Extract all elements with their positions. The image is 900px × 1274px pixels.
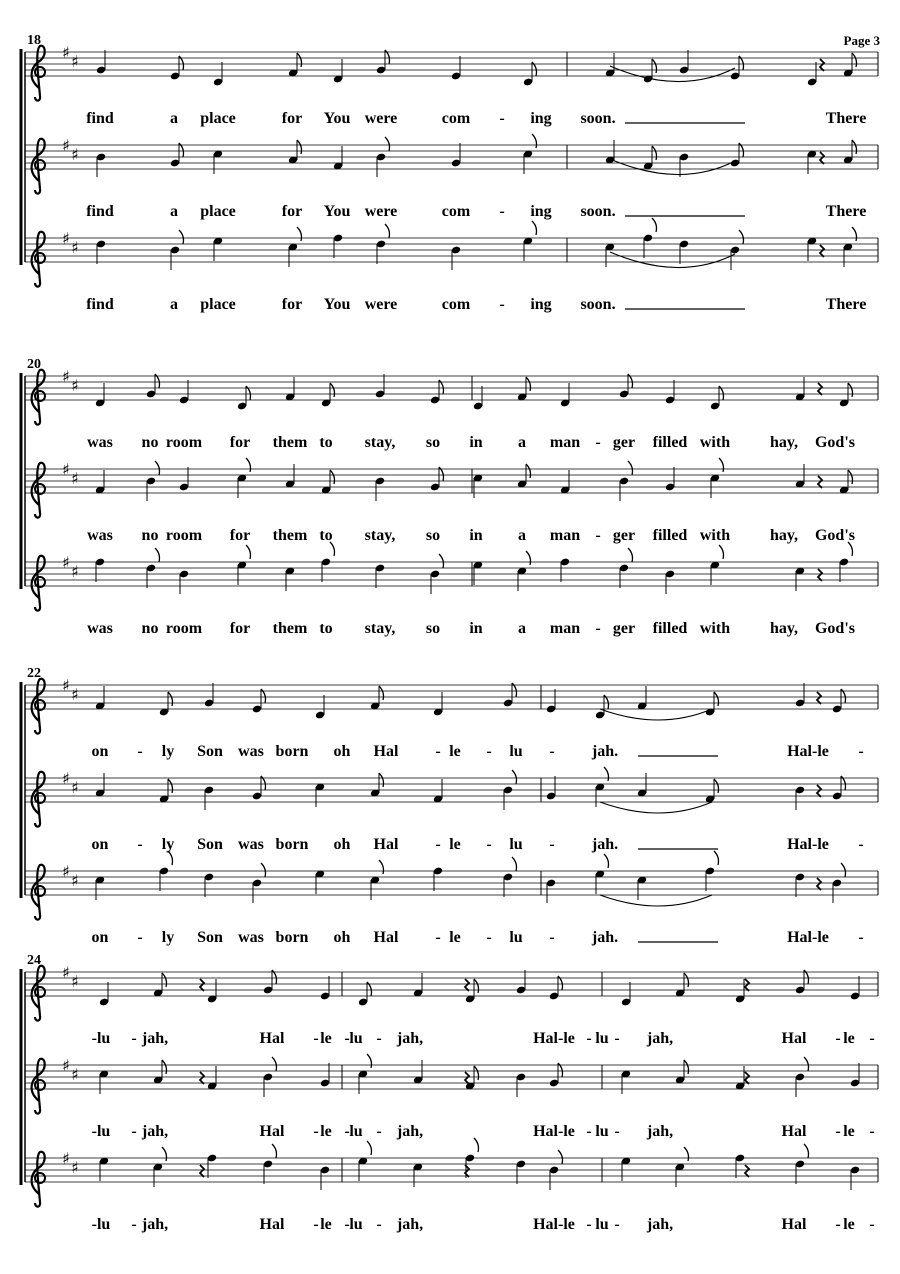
lyric-syllable: ing (530, 296, 552, 313)
lyric-syllable: on (91, 929, 109, 946)
lyric-syllable: lu (509, 836, 523, 853)
treble-clef-icon (32, 463, 45, 518)
rest-icon (745, 979, 749, 991)
lyric-syllable: to (319, 620, 333, 637)
rest-icon (820, 59, 824, 71)
lyric-syllable: born (275, 743, 309, 760)
staff (25, 218, 878, 313)
lyric-syllable: - (595, 434, 601, 451)
lyric-syllable: - (486, 836, 492, 853)
lyric-syllable: You (323, 296, 351, 313)
rest-icon (817, 692, 821, 704)
lyric-syllable: lu (595, 1123, 609, 1140)
lyric-syllable: le (843, 1216, 855, 1233)
lyric-syllable: - (376, 1030, 382, 1047)
sharp-icon: ♯ (71, 778, 79, 797)
lyric-syllable: lu (595, 1030, 609, 1047)
lyric-syllable: so (425, 434, 441, 451)
lyric-syllable: le (449, 929, 461, 946)
lyric-syllable: - (499, 296, 505, 313)
lyric-syllable: were (364, 296, 398, 313)
lyric-syllable: - (835, 1030, 841, 1047)
staff (25, 458, 878, 544)
lyric-syllable: jah. (591, 743, 619, 760)
staff (25, 1054, 878, 1140)
lyric-syllable: lu (509, 743, 523, 760)
sharp-icon: ♯ (71, 376, 79, 395)
lyric-syllable: le (449, 743, 461, 760)
lyric-syllable: lu (349, 1216, 363, 1233)
sharp-icon: ♯ (62, 136, 70, 155)
lyric-syllable: Hal-le (533, 1030, 575, 1047)
sharp-icon: ♯ (71, 1158, 79, 1177)
rest-icon (745, 1165, 749, 1177)
staff (25, 767, 878, 853)
sharp-icon: ♯ (62, 676, 70, 695)
lyric-syllable: - (835, 1123, 841, 1140)
lyric-syllable: jah, (646, 1030, 674, 1047)
lyric-syllable: find (86, 203, 114, 220)
lyric-syllable: soon. (580, 110, 616, 127)
lyric-syllable: man (549, 527, 581, 544)
lyric-syllable: God's (814, 434, 856, 451)
lyric-syllable: lu (595, 1216, 609, 1233)
lyric-syllable: soon. (580, 203, 616, 220)
lyric-syllable: for (229, 527, 251, 544)
staff (25, 542, 878, 637)
lyric-syllable: - (595, 620, 601, 637)
sharp-icon: ♯ (62, 862, 70, 881)
lyric-syllable: -lu (91, 1216, 111, 1233)
lyric-syllable: jah, (141, 1030, 169, 1047)
lyric-syllable: was (238, 836, 264, 853)
sharp-icon: ♯ (62, 963, 70, 982)
lyric-syllable: There (825, 203, 867, 220)
staff (25, 367, 878, 451)
lyric-syllable: jah, (646, 1123, 674, 1140)
lyric-syllable: them (272, 620, 308, 637)
rest-icon (818, 383, 822, 395)
measure-number: 18 (27, 33, 41, 48)
lyric-syllable: - (486, 929, 492, 946)
lyric-syllable: - (869, 1216, 875, 1233)
lyric-syllable: soon. (580, 296, 616, 313)
lyric-syllable: find (86, 110, 114, 127)
treble-clef-icon (32, 966, 45, 1021)
lyric-syllable: - (376, 1216, 382, 1233)
lyric-syllable: - (435, 743, 441, 760)
lyric-syllable: ly (161, 743, 175, 760)
rest-icon (200, 979, 204, 991)
rest-icon (200, 1072, 204, 1084)
treble-clef-icon (32, 556, 45, 611)
lyric-syllable: - (313, 1216, 319, 1233)
lyric-syllable: no (141, 434, 159, 451)
lyric-syllable: a (518, 527, 526, 544)
slur (610, 159, 735, 175)
lyric-syllable: God's (814, 620, 856, 637)
lyric-syllable: was (87, 527, 113, 544)
lyric-syllable: Hal-le (533, 1123, 575, 1140)
lyric-syllable: com (441, 203, 471, 220)
lyric-syllable: no (141, 527, 159, 544)
slur (600, 895, 712, 906)
treble-clef-icon (32, 772, 45, 827)
lyric-syllable: lu (509, 929, 523, 946)
lyric-syllable: born (275, 929, 309, 946)
lyric-syllable: There (825, 110, 867, 127)
lyric-syllable: for (281, 203, 303, 220)
lyric-syllable: Hal (781, 1216, 807, 1233)
lyric-syllable: jah, (141, 1123, 169, 1140)
lyric-syllable: Hal (259, 1216, 285, 1233)
lyric-syllable: were (364, 110, 398, 127)
lyric-syllable: Hal-le (787, 929, 829, 946)
lyric-syllable: hay, (769, 527, 799, 544)
lyric-syllable: for (229, 620, 251, 637)
treble-clef-icon (32, 679, 45, 734)
lyric-syllable: Hal-le (787, 743, 829, 760)
system-2 (21, 357, 878, 637)
lyric-syllable: - (131, 1216, 137, 1233)
rest-icon (200, 1165, 204, 1177)
slur (610, 252, 735, 268)
lyric-syllable: for (281, 110, 303, 127)
lyric-syllable: -lu (91, 1123, 111, 1140)
lyric-syllable: - (435, 836, 441, 853)
lyric-syllable: oh (333, 929, 351, 946)
lyric-syllable: in (469, 620, 483, 637)
lyric-syllable: so (425, 620, 441, 637)
lyric-syllable: - (313, 1123, 319, 1140)
lyric-syllable: - (586, 1123, 592, 1140)
treble-clef-icon (32, 46, 45, 101)
lyric-syllable: ly (161, 929, 175, 946)
lyric-syllable: ger (612, 527, 636, 544)
lyric-syllable: le (843, 1123, 855, 1140)
lyric-syllable: Hal-le (533, 1216, 575, 1233)
lyric-syllable: with (699, 434, 731, 451)
sharp-icon: ♯ (71, 871, 79, 890)
lyric-syllable: - (499, 110, 505, 127)
treble-clef-icon (32, 232, 45, 287)
lyric-syllable: jah. (591, 836, 619, 853)
lyric-syllable: filled (652, 527, 688, 544)
lyric-syllable: - (586, 1216, 592, 1233)
lyric-syllable: oh (333, 836, 351, 853)
measure-number: 24 (27, 953, 41, 968)
sharp-icon: ♯ (71, 562, 79, 581)
sharp-icon: ♯ (71, 685, 79, 704)
lyric-syllable: ger (612, 620, 636, 637)
lyric-syllable: Hal (373, 929, 399, 946)
lyric-syllable: ger (612, 434, 636, 451)
lyric-syllable: - (499, 203, 505, 220)
sharp-icon: ♯ (62, 553, 70, 572)
lyric-syllable: - (131, 1030, 137, 1047)
lyric-syllable: on (91, 743, 109, 760)
lyric-syllable: them (272, 434, 308, 451)
lyric-syllable: room (165, 434, 203, 451)
page-number: Page 3 (843, 33, 880, 48)
lyric-syllable: - (869, 1030, 875, 1047)
lyric-syllable: man (549, 620, 581, 637)
sharp-icon: ♯ (62, 1149, 70, 1168)
sharp-icon: ♯ (62, 769, 70, 788)
rest-icon (465, 1072, 469, 1084)
sharp-icon: ♯ (71, 52, 79, 71)
lyric-syllable: a (170, 203, 178, 220)
system-1 (21, 33, 878, 313)
lyric-syllable: com (441, 110, 471, 127)
lyric-syllable: place (200, 110, 236, 127)
lyric-syllable: - (869, 1123, 875, 1140)
lyric-syllable: - (549, 929, 555, 946)
lyric-syllable: - (835, 1216, 841, 1233)
rest-icon (818, 569, 822, 581)
rest-icon (820, 152, 824, 164)
measure-number: 20 (27, 357, 41, 372)
lyric-syllable: jah, (396, 1030, 424, 1047)
rest-icon (817, 878, 821, 890)
system-3 (21, 666, 878, 946)
lyric-syllable: in (469, 434, 483, 451)
lyric-syllable: so (425, 527, 441, 544)
sharp-icon: ♯ (62, 1056, 70, 1075)
lyric-syllable: hay, (769, 434, 799, 451)
lyric-syllable: oh (333, 743, 351, 760)
lyric-syllable: born (275, 836, 309, 853)
lyric-syllable: lu (349, 1030, 363, 1047)
lyric-syllable: - (137, 743, 143, 760)
lyric-syllable: lu (349, 1123, 363, 1140)
lyric-syllable: le (843, 1030, 855, 1047)
lyric-syllable: in (469, 527, 483, 544)
lyric-syllable: a (518, 620, 526, 637)
staff (25, 43, 878, 127)
lyric-syllable: - (614, 1216, 620, 1233)
lyric-syllable: ing (530, 203, 552, 220)
rest-icon (820, 245, 824, 257)
lyric-syllable: Hal (259, 1030, 285, 1047)
lyric-syllable: were (364, 203, 398, 220)
sharp-icon: ♯ (62, 43, 70, 62)
lyric-syllable: them (272, 527, 308, 544)
staff (25, 1138, 878, 1233)
lyric-syllable: le (320, 1030, 332, 1047)
treble-clef-icon (32, 370, 45, 425)
lyric-syllable: filled (652, 620, 688, 637)
lyric-syllable: - (313, 1030, 319, 1047)
lyric-syllable: - (137, 929, 143, 946)
staff (25, 963, 878, 1047)
lyric-syllable: stay, (364, 527, 396, 544)
lyric-syllable: man (549, 434, 581, 451)
lyric-syllable: on (91, 836, 109, 853)
lyric-syllable: jah, (396, 1216, 424, 1233)
lyric-syllable: Hal (781, 1123, 807, 1140)
lyric-syllable: place (200, 203, 236, 220)
lyric-syllable: to (319, 527, 333, 544)
slur (600, 709, 712, 720)
lyric-syllable: - (376, 1123, 382, 1140)
rest-icon (817, 785, 821, 797)
lyric-syllable: - (586, 1030, 592, 1047)
lyric-syllable: le (320, 1216, 332, 1233)
lyric-syllable: jah, (141, 1216, 169, 1233)
lyric-syllable: Hal (781, 1030, 807, 1047)
lyric-syllable: - (614, 1123, 620, 1140)
sharp-icon: ♯ (71, 238, 79, 257)
lyric-syllable: - (858, 836, 864, 853)
lyric-syllable: ly (161, 836, 175, 853)
lyric-syllable: - (344, 1216, 350, 1233)
lyric-syllable: le (320, 1123, 332, 1140)
lyric-syllable: - (435, 929, 441, 946)
lyric-syllable: a (170, 296, 178, 313)
staff (25, 134, 878, 220)
lyric-syllable: You (323, 110, 351, 127)
lyric-syllable: with (699, 620, 731, 637)
lyric-syllable: filled (652, 434, 688, 451)
lyric-syllable: - (344, 1123, 350, 1140)
lyric-syllable: - (549, 743, 555, 760)
lyric-syllable: stay, (364, 434, 396, 451)
sharp-icon: ♯ (71, 145, 79, 164)
sharp-icon: ♯ (71, 972, 79, 991)
lyric-syllable: jah. (591, 929, 619, 946)
lyric-syllable: Hal (373, 836, 399, 853)
lyric-syllable: - (549, 836, 555, 853)
lyric-syllable: There (825, 296, 867, 313)
lyric-syllable: - (858, 929, 864, 946)
lyric-syllable: no (141, 620, 159, 637)
lyric-syllable: - (614, 1030, 620, 1047)
lyric-syllable: com (441, 296, 471, 313)
rest-icon (465, 979, 469, 991)
lyric-syllable: room (165, 620, 203, 637)
lyric-syllable: stay, (364, 620, 396, 637)
lyric-syllable: find (86, 296, 114, 313)
sharp-icon: ♯ (71, 469, 79, 488)
lyric-syllable: was (238, 743, 264, 760)
sharp-icon: ♯ (62, 460, 70, 479)
treble-clef-icon (32, 139, 45, 194)
lyric-syllable: with (699, 527, 731, 544)
lyric-syllable: was (238, 929, 264, 946)
lyric-syllable: place (200, 296, 236, 313)
slur (610, 66, 735, 82)
lyric-syllable: Son (197, 929, 223, 946)
lyric-syllable: Son (197, 836, 223, 853)
treble-clef-icon (32, 1152, 45, 1207)
lyric-syllable: You (323, 203, 351, 220)
lyric-syllable: Hal (259, 1123, 285, 1140)
lyric-syllable: was (87, 620, 113, 637)
lyric-syllable: Son (197, 743, 223, 760)
sharp-icon: ♯ (62, 229, 70, 248)
lyric-syllable: to (319, 434, 333, 451)
lyric-syllable: room (165, 527, 203, 544)
lyric-syllable: jah, (646, 1216, 674, 1233)
sharp-icon: ♯ (62, 367, 70, 386)
measure-number: 22 (27, 666, 41, 681)
lyric-syllable: a (170, 110, 178, 127)
lyric-syllable: God's (814, 527, 856, 544)
rest-icon (818, 476, 822, 488)
lyric-syllable: a (518, 434, 526, 451)
lyric-syllable: - (137, 836, 143, 853)
staff (25, 676, 878, 760)
lyric-syllable: ing (530, 110, 552, 127)
lyric-syllable: le (449, 836, 461, 853)
system-4 (21, 953, 878, 1233)
lyric-syllable: for (229, 434, 251, 451)
lyric-syllable: Hal-le (787, 836, 829, 853)
staff (25, 851, 878, 946)
lyric-syllable: for (281, 296, 303, 313)
slur (600, 802, 712, 813)
lyric-syllable: hay, (769, 620, 799, 637)
lyric-syllable: Hal (373, 743, 399, 760)
treble-clef-icon (32, 1059, 45, 1114)
lyric-syllable: - (486, 743, 492, 760)
treble-clef-icon (32, 865, 45, 920)
sharp-icon: ♯ (71, 1065, 79, 1084)
lyric-syllable: - (131, 1123, 137, 1140)
lyric-syllable: -lu (91, 1030, 111, 1047)
rest-icon (745, 1072, 749, 1084)
lyric-syllable: - (858, 743, 864, 760)
lyric-syllable: was (87, 434, 113, 451)
lyric-syllable: - (344, 1030, 350, 1047)
lyric-syllable: - (595, 527, 601, 544)
lyric-syllable: jah, (396, 1123, 424, 1140)
